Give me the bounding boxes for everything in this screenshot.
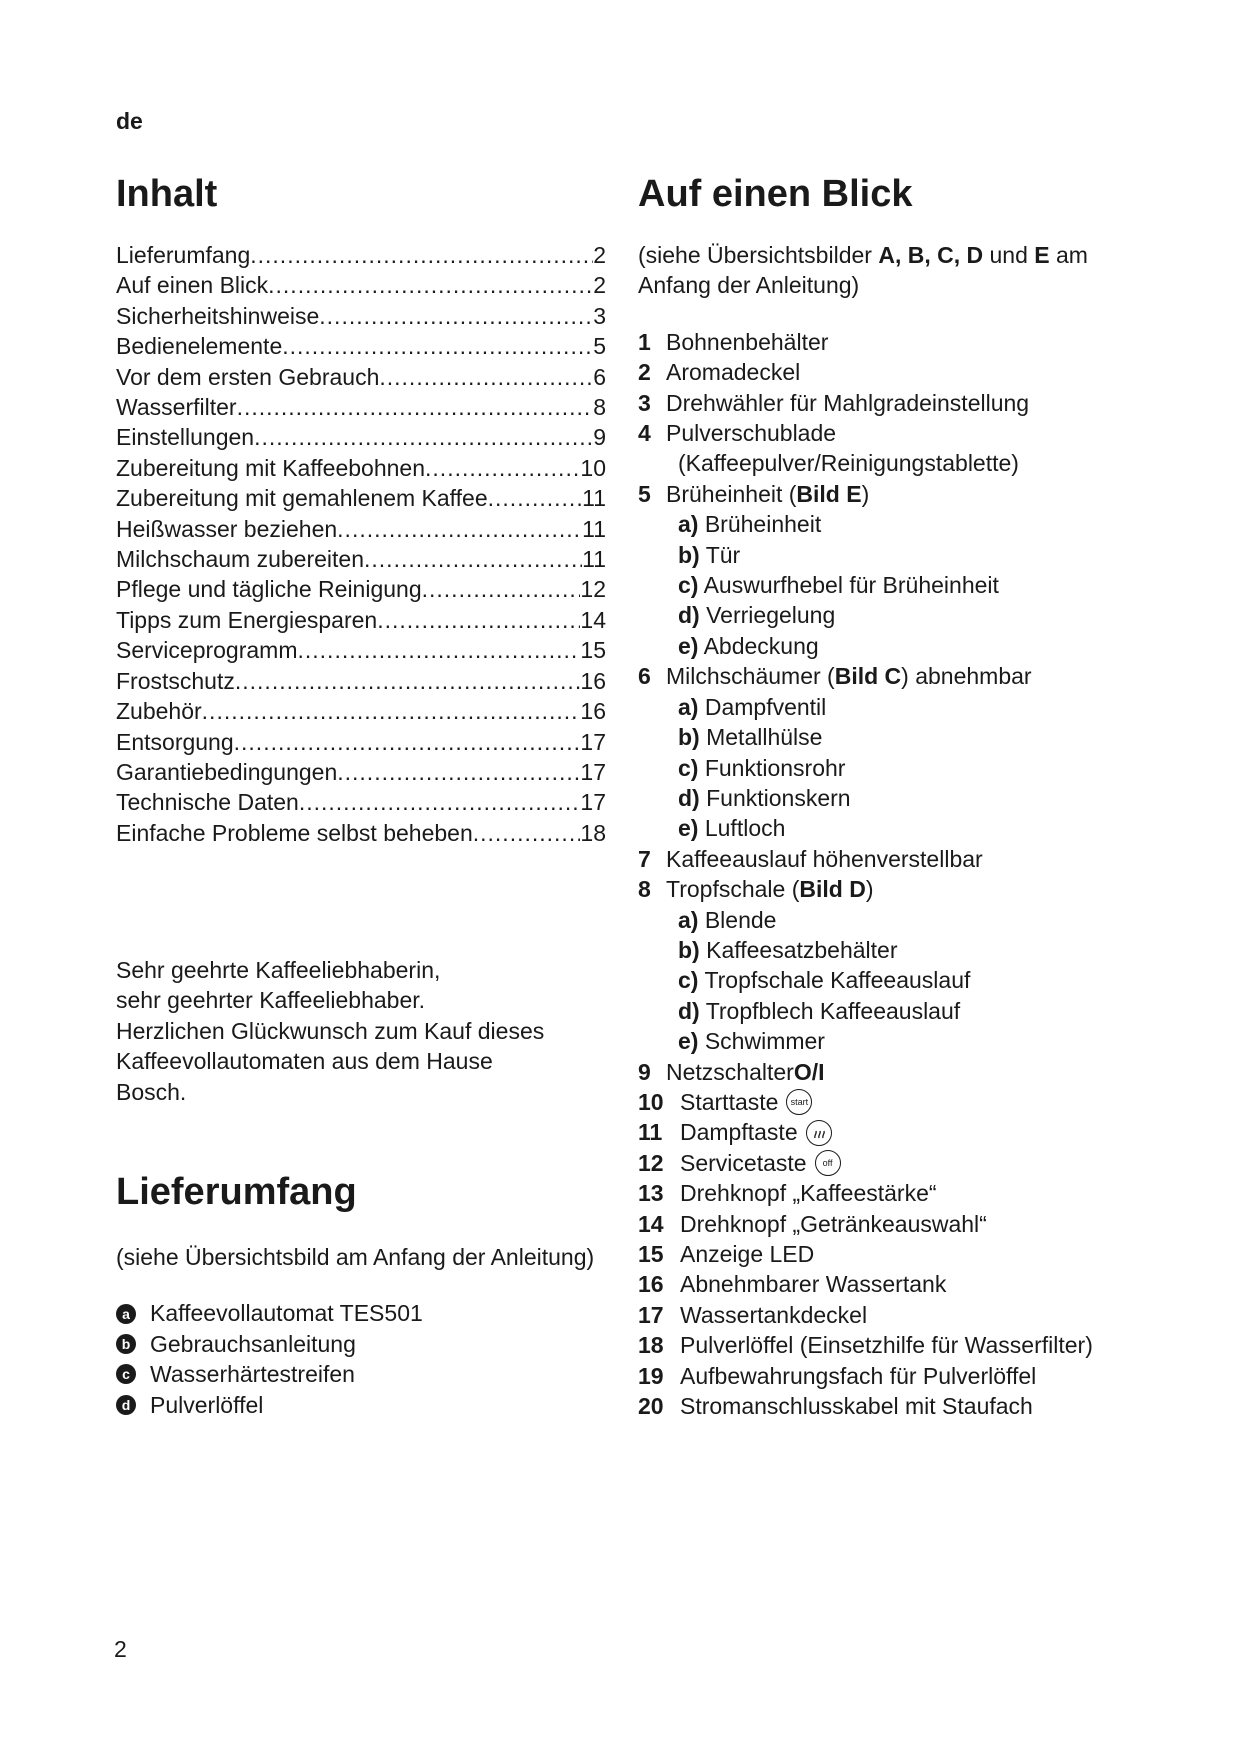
lieferumfang-list xyxy=(116,1298,616,1420)
list-item: 18 Pulverlöffel (Einsetzhilfe für Wasserfilter) xyxy=(638,1332,1093,1359)
lieferumfang-section xyxy=(116,1168,616,1420)
page-number: 2 xyxy=(114,1636,127,1662)
list-item: 20 Stromanschlusskabel mit Staufach xyxy=(638,1393,1033,1420)
toc-entry: Serviceprogramm ..... 15 xyxy=(116,635,606,665)
list-item: 19 Aufbewahrungsfach für Pulverlöffel xyxy=(638,1362,1037,1389)
overview-intro: (siehe Übersichtsbilder A, B, C, D und E am Anfang der Anleitung) xyxy=(638,242,1088,299)
sub-item: b) Tür xyxy=(678,541,741,568)
toc-entry: Auf einen Blick ..... 2 xyxy=(116,270,606,300)
steam-button-icon xyxy=(806,1120,832,1146)
toc-entry: Bedienelemente ..... 5 xyxy=(116,331,606,361)
service-button-icon: off xyxy=(815,1150,841,1176)
list-item: 3 Drehwähler für Mahlgradeinstellung xyxy=(638,389,1030,416)
list-item: 14 Drehknopf „Getränkeauswahl“ xyxy=(638,1210,987,1237)
list-item: 4 Pulverschublade xyxy=(638,420,837,447)
toc-section xyxy=(116,170,606,848)
toc-entry: Vor dem ersten Gebrauch ..... 6 xyxy=(116,362,606,392)
sub-item: d) Tropfblech Kaffeeauslauf xyxy=(678,997,961,1024)
toc-entry: Technische Daten ..... 17 xyxy=(116,787,606,817)
letter-badge-icon: c xyxy=(116,1364,136,1384)
sub-item: b) Metallhülse xyxy=(678,724,823,751)
sub-item: c) Tropfschale Kaffeeauslauf xyxy=(678,967,971,994)
list-item: 12 Servicetaste off xyxy=(638,1148,1138,1178)
list-item: 8 Tropfschale ( Bild D ) xyxy=(638,876,874,903)
lieferumfang-title: Lieferumfang xyxy=(116,1171,357,1213)
list-item: 1 Bohnenbehälter xyxy=(638,328,829,355)
start-button-icon: start xyxy=(786,1089,812,1115)
toc-entry: Heißwasser beziehen ..... 11 xyxy=(116,514,606,544)
list-item: 5 Brüheinheit ( Bild E ) xyxy=(638,480,870,507)
power-switch-symbol: O/I xyxy=(793,1058,825,1085)
sub-item: e) Schwimmer xyxy=(678,1028,825,1055)
letter-badge-icon: a xyxy=(116,1304,136,1324)
letter-badge-icon: d xyxy=(116,1395,136,1415)
sub-item: b) Kaffeesatzbehälter xyxy=(678,936,898,963)
sub-item: c) Auswurfhebel für Brüheinheit xyxy=(678,572,999,599)
toc-entry: Entsorgung ..... 17 xyxy=(116,727,606,757)
toc-entry: Garantiebedingungen ..... 17 xyxy=(116,757,606,787)
greeting-line: Sehr geehrte Kaffeeliebhaberin, xyxy=(116,957,441,983)
list-item: 2 Aromadeckel xyxy=(638,359,801,386)
toc-entry: Frostschutz ..... 16 xyxy=(116,666,606,696)
list-item: 17 Wassertankdeckel xyxy=(638,1301,868,1328)
greeting-line: Herzlichen Glückwunsch zum Kauf dieses xyxy=(116,1017,545,1044)
sub-item: d) Verriegelung xyxy=(678,602,836,629)
toc-entry: Zubehör ..... 16 xyxy=(116,696,606,726)
toc-entry: Wasserfilter ..... 8 xyxy=(116,392,606,422)
list-item: 9 Netzschalter O/I xyxy=(638,1057,1138,1087)
list-item: c Wasserhärtestreifen xyxy=(116,1359,616,1389)
list-item: 16 Abnehmbarer Wassertank xyxy=(638,1271,947,1298)
greeting-line: Kaffeevollautomaten aus dem Hause xyxy=(116,1048,493,1075)
toc-entry: Einfache Probleme selbst beheben ..... 18 xyxy=(116,818,606,848)
sub-item: a) Blende xyxy=(678,906,777,933)
list-item: a Kaffeevollautomat TES501 xyxy=(116,1298,616,1328)
list-item-continuation: (Kaffeepulver/Reinigungstablette) xyxy=(678,450,1019,477)
letter-badge-icon: b xyxy=(116,1334,136,1354)
toc-entry: Sicherheitshinweise ..... 3 xyxy=(116,301,606,331)
greeting-line: sehr geehrter Kaffeeliebhaber. xyxy=(116,987,426,1014)
sub-item: e) Luftloch xyxy=(678,815,786,842)
sub-item: a) Dampfventil xyxy=(678,693,827,720)
toc-entry: Lieferumfang ..... 2 xyxy=(116,240,606,270)
list-item: 11 Dampftaste xyxy=(638,1117,1138,1147)
toc-title: Inhalt xyxy=(116,173,218,215)
greeting-line: Bosch. xyxy=(116,1078,187,1105)
overview-title: Auf einen Blick xyxy=(638,173,913,215)
list-item: 10 Starttaste start xyxy=(638,1087,1138,1117)
sub-item: a) Brüheinheit xyxy=(678,511,822,538)
toc-entry: Einstellungen ..... 9 xyxy=(116,422,606,452)
list-item: d Pulverlöffel xyxy=(116,1390,616,1420)
toc-entry: Tipps zum Energiesparen ..... 14 xyxy=(116,605,606,635)
greeting-text xyxy=(116,955,616,1107)
sub-item: e) Abdeckung xyxy=(678,632,819,659)
toc-entry: Milchschaum zubereiten ..... 11 xyxy=(116,544,606,574)
language-tag: de xyxy=(116,108,143,134)
overview-section xyxy=(638,170,1138,1421)
list-item: b Gebrauchsanleitung xyxy=(116,1329,616,1359)
toc-entry: Zubereitung mit gemahlenem Kaffee ..... 11 xyxy=(116,483,606,513)
list-item: 13 Drehknopf „Kaffeestärke“ xyxy=(638,1180,937,1207)
sub-item: d) Funktionskern xyxy=(678,784,851,811)
sub-item: c) Funktionsrohr xyxy=(678,754,846,781)
lieferumfang-subtitle: (siehe Übersichtsbild am Anfang der Anleitung) xyxy=(116,1244,595,1270)
toc-list xyxy=(116,240,606,848)
list-item: 15 Anzeige LED xyxy=(638,1241,815,1267)
list-item: 7 Kaffeeauslauf höhenverstellbar xyxy=(638,845,983,872)
list-item: 6 Milchschäumer ( Bild C ) abnehmbar xyxy=(638,663,1032,690)
toc-entry: Pflege und tägliche Reinigung ..... 12 xyxy=(116,574,606,604)
overview-list xyxy=(638,327,1138,1422)
toc-entry: Zubereitung mit Kaffeebohnen ..... 10 xyxy=(116,453,606,483)
